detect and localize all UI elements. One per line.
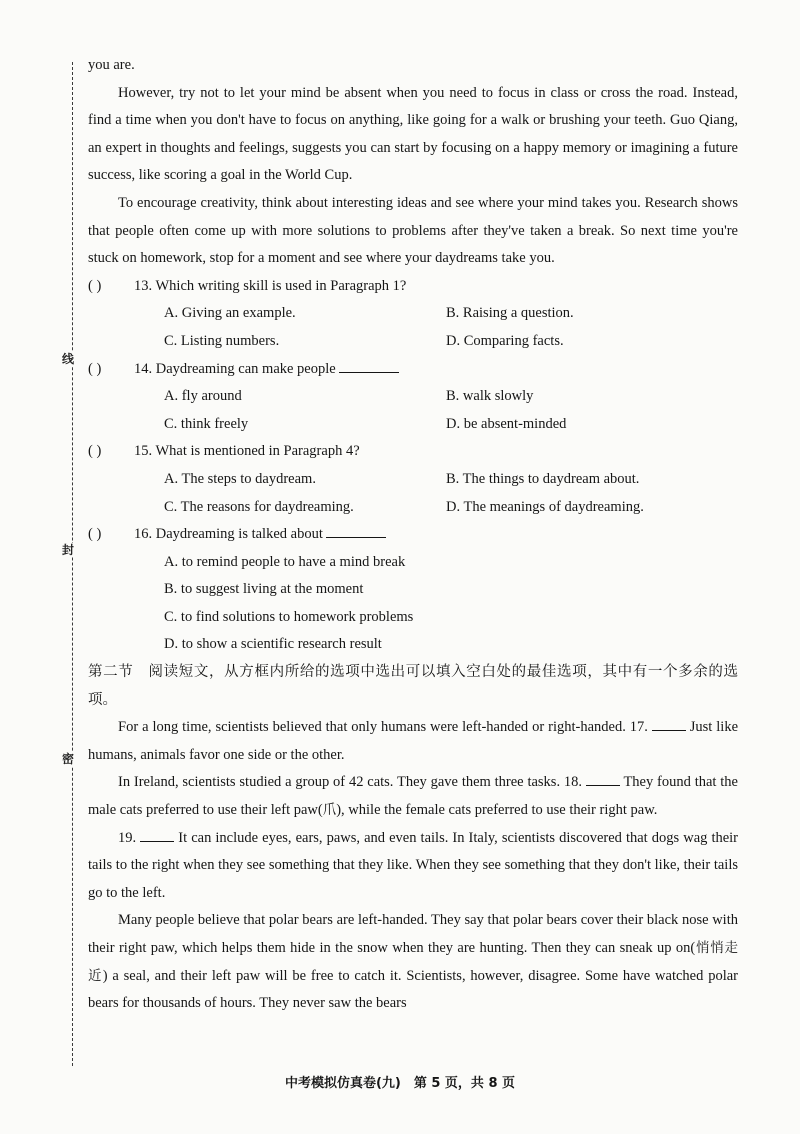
answer-blank-18[interactable] [586,771,620,786]
option-c: C. to find solutions to homework problems [164,608,414,625]
passage-paragraph-end: you are. [88,57,135,73]
answer-bracket[interactable]: ( ) [88,526,102,543]
option-b: B. Raising a question. [446,305,574,322]
option-a: A. The steps to daydream. [164,470,316,487]
binding-margin-dashed-line [72,62,73,1066]
cloze-paragraph-1: For a long time, scientists believed that only humans were left-handed or right-handed. 17. Just like humans, animals favor one side or the other. [88,714,738,769]
question-16 [88,521,738,659]
option-b: B. walk slowly [446,388,534,405]
answer-bracket[interactable]: ( ) [88,277,102,294]
answer-blank[interactable] [326,523,386,538]
option-d: D. The meanings of daydreaming. [446,498,644,515]
passage-paragraph-focus: However, try not to let your mind be absent when you need to focus in class or cross the road. Instead, find a time when you don't have to focus on anything, like going for a walk or brushing your teeth. Guo Qiang, an expert in thoughts and feelings, suggests you can start by focusing on a happy memory or imagining a future success, like scoring a goal in the World Cup. [88,84,738,184]
option-d: D. to show a scientific research result [164,636,382,653]
answer-bracket[interactable]: ( ) [88,360,102,377]
page-content [88,52,738,1018]
question-13 [88,273,738,356]
answer-blank[interactable] [339,358,399,373]
answer-bracket[interactable]: ( ) [88,443,102,460]
margin-label-line: 线 [58,352,78,366]
question-stem: 13. Which writing skill is used in Paragraph 1? [134,277,407,294]
question-15 [88,438,738,521]
question-stem: 15. What is mentioned in Paragraph 4? [134,443,360,460]
question-14 [88,356,738,439]
option-c: C. The reasons for daydreaming. [164,498,354,515]
option-d: D. Comparing facts. [446,332,564,349]
margin-label-secret: 密 [58,752,78,766]
option-a: A. Giving an example. [164,305,296,322]
margin-label-seal: 封 [58,543,78,557]
question-stem: 16. Daydreaming is talked about [134,526,323,543]
passage-paragraph-creativity: To encourage creativity, think about interesting ideas and see where your mind takes you. Research shows that people often come up with more solutions to problems after they've taken a break. So next time you're stuck on homework, stop for a moment and see where your daydreams take you. [88,194,738,267]
cloze-paragraph-2: In Ireland, scientists studied a group of 42 cats. They gave them three tasks. 18. They found that the male cats preferred to use their left paw(爪), while the female cats preferred to use their right paw. [88,769,738,824]
option-d: D. be absent-minded [446,415,567,432]
section-heading: 第二节 阅读短文，从方框内所给的选项中选出可以填入空白处的最佳选项，其中有一个多余的选项。 [88,664,738,708]
answer-blank-17[interactable] [652,716,686,731]
option-c: C. think freely [164,415,249,432]
option-c: C. Listing numbers. [164,332,280,349]
option-b: B. to suggest living at the moment [164,581,364,598]
question-stem: 14. Daydreaming can make people [134,360,336,377]
option-a: A. to remind people to have a mind break [164,553,406,570]
cloze-paragraph-4: Many people believe that polar bears are left-handed. They say that polar bears cover their black nose with their right paw, which helps them hide in the snow when they are hunting. Then they can sneak up on(悄悄走近) a seal, and their left paw will be free to catch it. Scientists, however, disagree. Some have watched polar bears for thousands of hours. They never saw the bears [88,912,739,1012]
page-footer: 中考模拟仿真卷(九) 第 5 页，共 8 页 [284,1076,516,1091]
cloze-paragraph-3: 19. It can include eyes, ears, paws, and even tails. In Italy, scientists discovered that dogs wag their tails to the right when they see something that they like. When they see something that they don't like, their tails go to the left. [88,825,738,908]
answer-blank-19[interactable] [140,827,174,842]
option-a: A. fly around [164,388,242,405]
option-b: B. The things to daydream about. [446,470,640,487]
